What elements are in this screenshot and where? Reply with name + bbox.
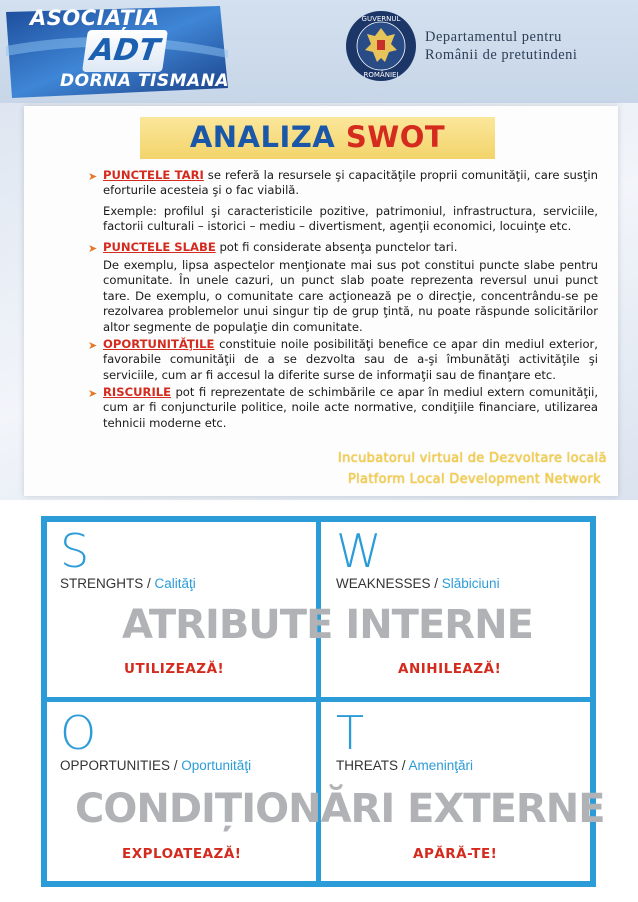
opportunities-action: EXPLOATEAZĂ!	[122, 846, 242, 862]
section-risks	[103, 385, 598, 431]
strengths-intro: se referă la resursele şi capacităţile proprii comunităţii, care susţin eforturile acesteia şi o fac viabilă.	[103, 168, 598, 198]
opportunities-intro: constituie noile posibilităţi benefice ce apar din mediul exterior, favorabile comunităţii de a se dezvolta sau de a-şi îmbunătăţi activităţile şi serviciile, cum ar fi accesul la diferite surse de informaţii sau de finanţare etc.	[103, 337, 598, 382]
title-part2: SWOT	[345, 120, 446, 154]
keyword-weaknesses: PUNCTELE SLABE	[103, 240, 216, 254]
strengths-label-en: STRENGHTS /	[60, 576, 155, 591]
opportunities-label	[60, 758, 251, 773]
analysis-title	[140, 120, 495, 154]
weaknesses-label-ro: Slăbiciuni	[441, 576, 500, 591]
keyword-risks: RISCURILE	[103, 385, 172, 399]
government-emblem-icon	[345, 10, 417, 82]
section-opportunities	[103, 337, 598, 383]
platform-caption: Platform Local Development Network	[348, 472, 601, 487]
external-conditions-label: CONDIȚIONĂRI EXTERNE	[75, 786, 605, 832]
section-strengths	[103, 168, 598, 199]
association-name-line1: ASOCIAȚIA	[30, 6, 160, 30]
weaknesses-label	[336, 576, 500, 591]
threats-label-en: THREATS /	[336, 758, 409, 773]
emblem-bottom-text: ROMÂNIEI	[363, 71, 399, 79]
department-name-line1: Departamentul pentru	[425, 29, 562, 45]
strengths-action: UTILIZEAZĂ!	[124, 661, 225, 677]
opportunities-label-en: OPPORTUNITIES /	[60, 758, 182, 773]
bullet-arrow-icon: ➤	[88, 170, 98, 183]
matrix-horizontal-divider	[41, 697, 596, 702]
risks-intro: pot fi reprezentate de schimbările ce apar în mediul extern comunităţii, cum ar fi conjuncturile politice, noile acte normative, condiţiile financiare, utilizarea tehnicii moderne etc.	[103, 385, 598, 430]
association-name-line2: DORNA TISMANA	[60, 71, 230, 91]
opportunities-label-ro: Oportunităţi	[181, 758, 252, 773]
bullet-arrow-icon: ➤	[88, 387, 98, 400]
adt-mark: ADT	[82, 30, 168, 72]
bullet-arrow-icon: ➤	[88, 339, 98, 352]
keyword-strengths: PUNCTELE TARI	[103, 168, 204, 182]
weaknesses-label-en: WEAKNESSES /	[336, 576, 442, 591]
weaknesses-detail: De exemplu, lipsa aspectelor menţionate mai sus pot constitui puncte slabe pentru comunitate. În unele cazuri, un punct slab poate reprezenta reversul unui punct tare. De exemplu, o comunitate care acţionează pe o direcţie, concentrându-se pe rezolvarea problemelor unui singur tip de grup ţintă, nu poate răspunde solicitărilor altor segmente de populaţie din comunitate.	[103, 258, 598, 334]
opportunities-letter: O	[60, 706, 97, 760]
strengths-letter: S	[60, 524, 90, 578]
weaknesses-intro: pot fi considerate absenţa punctelor tari.	[215, 240, 458, 254]
department-name-line2: Românii de pretutindeni	[425, 47, 578, 63]
emblem-top-text: GUVERNUL	[361, 15, 401, 23]
keyword-opportunities: OPORTUNITĂŢILE	[103, 337, 215, 351]
internal-attributes-label: ATRIBUTE INTERNE	[122, 602, 533, 648]
threats-action: APĂRĂ-TE!	[413, 846, 498, 862]
strengths-detail: Exemple: profilul şi caracteristicile pozitive, patrimoniul, infrastructura, serviciile, factorii culturali – istorici – mediu – divertisment, agenţii economici, locuinţe etc.	[103, 204, 598, 234]
incubator-caption: Incubatorul virtual de Dezvoltare locală	[338, 451, 607, 466]
threats-label	[336, 758, 473, 773]
weaknesses-action: ANIHILEAZĂ!	[398, 661, 502, 677]
bullet-arrow-icon: ➤	[88, 242, 98, 255]
strengths-label-ro: Calităţi	[154, 576, 196, 591]
threats-letter: T	[336, 706, 365, 760]
section-weaknesses	[103, 240, 598, 255]
threats-label-ro: Ameninţări	[408, 758, 474, 773]
strengths-label	[60, 576, 196, 591]
title-part1: ANALIZA	[189, 120, 336, 154]
department-name	[425, 28, 577, 64]
weaknesses-letter: W	[336, 524, 382, 578]
